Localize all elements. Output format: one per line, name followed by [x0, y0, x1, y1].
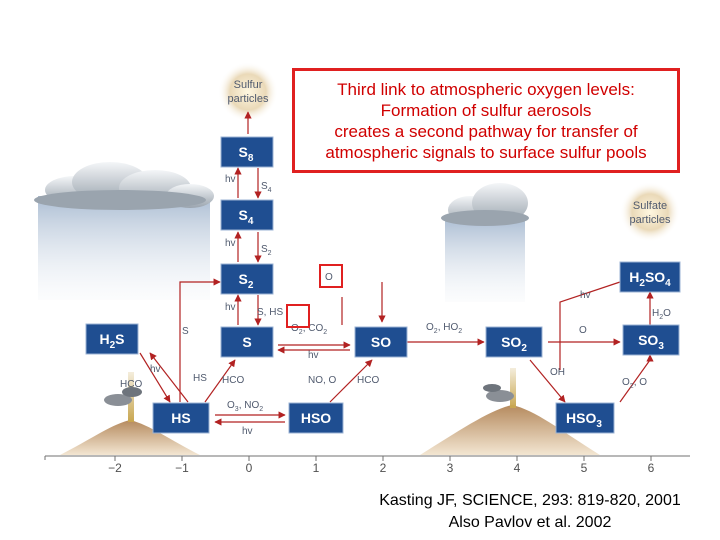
label-hs: HS	[193, 373, 207, 384]
label-o-box: O	[325, 272, 333, 283]
label-hv-6: hv	[308, 350, 319, 361]
label-h2o-rest: O	[663, 308, 671, 319]
so2-main: SO	[501, 334, 522, 350]
s2-sub: 2	[247, 280, 254, 291]
h2s-rest: S	[115, 331, 125, 347]
species-box-so3	[623, 325, 679, 355]
hso3-sub: 3	[596, 419, 602, 430]
so-main: SO	[370, 334, 392, 350]
label-ho2: , HO	[437, 322, 459, 333]
axis-tick-label: −2	[108, 461, 122, 475]
label-hv-4: hv	[150, 364, 161, 375]
sulfate-particles-line1: Sulfate	[632, 200, 668, 212]
label-hv-7: hv	[580, 290, 591, 301]
axis-tick-label: 3	[446, 461, 454, 475]
h2so4-sub: 2	[639, 278, 645, 289]
species-box-s8	[221, 137, 273, 167]
h2so4-rest: SO	[644, 269, 666, 285]
hso-main: HSO	[300, 410, 332, 426]
label-hv-5: hv	[242, 426, 253, 437]
species-box-so	[355, 327, 407, 357]
sulfur-particles-line2: particles	[227, 93, 269, 105]
axis-tick-label: 2	[379, 461, 387, 475]
svg-text:O2, O: $O_2$, O	[622, 377, 648, 390]
h2s-sub: 2	[109, 340, 116, 351]
label-s2: S	[261, 244, 268, 255]
svg-text:S2	[261, 244, 272, 257]
so3-main: SO	[638, 332, 659, 348]
label-hco: HCO	[222, 375, 245, 386]
species-box-hso	[289, 403, 343, 433]
label-hv-1: hv	[225, 174, 236, 185]
label-s-left: S	[182, 326, 189, 337]
citation	[340, 490, 720, 534]
citation-line-2: Also Pavlov et al. 2002	[448, 514, 612, 531]
svg-text:O3, NO2: $O_3$, $NO_2$	[227, 400, 264, 413]
svg-text:H2O: $H_2O$	[652, 308, 671, 321]
axis-tick-label: 1	[312, 461, 320, 475]
species-box-s2	[221, 264, 273, 294]
sulfate-particles-line2: particles	[629, 214, 671, 226]
title-line-1: Third link to atmospheric oxygen levels:	[337, 79, 635, 99]
label-no-o: NO, O	[308, 375, 337, 386]
title-line-4: atmospheric signals to surface sulfur pools	[325, 142, 647, 162]
label-s4: S	[261, 181, 268, 192]
species-box-h2so4	[620, 262, 680, 292]
left-cloud	[34, 162, 214, 300]
title-box	[292, 68, 680, 173]
s4-sub: 4	[247, 216, 254, 227]
h2so4-main: H	[629, 269, 640, 285]
title-line-2: Formation of sulfur aerosols	[380, 100, 592, 120]
label-o3: O	[227, 400, 235, 411]
so3-sub: 3	[658, 341, 664, 352]
species-box-h2s	[86, 324, 138, 354]
label-hco-left: HCO	[120, 379, 143, 390]
so2-sub: 2	[521, 343, 527, 354]
label-no2: , NO	[238, 400, 260, 411]
label-s4-sub: 4	[267, 187, 272, 194]
axis-tick-label: −1	[175, 461, 189, 475]
s4-main: S	[238, 207, 248, 223]
s8-main: S	[238, 144, 248, 160]
label-hv-3: hv	[225, 302, 236, 313]
species-box-s4	[221, 200, 273, 230]
label-o2: O	[291, 323, 299, 334]
s-main: S	[242, 334, 252, 350]
species-box-hso3	[556, 403, 614, 433]
species-box-hs	[153, 403, 209, 433]
sulfur-particles-line1: Sulfur	[233, 79, 263, 91]
sulfate-particles-glow	[620, 182, 680, 242]
label-s2-sub: 2	[267, 250, 272, 257]
label-co2: , CO	[302, 323, 324, 334]
hs-main: HS	[171, 410, 191, 426]
s8-sub: 8	[247, 153, 254, 164]
label-s-hs: S, HS	[257, 307, 284, 318]
s2-main: S	[238, 271, 248, 287]
hso3-main: HSO	[566, 410, 597, 426]
right-cloud	[441, 183, 529, 302]
citation-line-1: Kasting JF, SCIENCE, 293: 819-820, 2001	[379, 492, 681, 509]
svg-text:O2, HO2: $O_2$, $HO_2$	[426, 322, 463, 335]
species-box-so2	[486, 327, 542, 357]
label-o: O	[579, 325, 587, 336]
label-o2-ho2: O	[426, 322, 434, 333]
label-h2o: H	[652, 308, 660, 319]
label-o2-o-rest: , O	[633, 377, 648, 388]
h2s-main: H	[99, 331, 110, 347]
axis-tick-label: 6	[647, 461, 655, 475]
title-line-3: creates a second pathway for transfer of	[334, 121, 638, 141]
species-box-s	[221, 327, 273, 357]
label-o2-o: O	[622, 377, 630, 388]
svg-text:S4	[261, 181, 272, 194]
label-hco-mid: HCO	[357, 375, 380, 386]
svg-text:O2, CO2: $O_2$, $CO_2$	[291, 323, 328, 336]
axis-tick-label: 4	[513, 461, 521, 475]
label-oh: OH	[550, 367, 565, 378]
axis-tick-label: 0	[245, 461, 253, 475]
label-hv-2: hv	[225, 238, 236, 249]
axis-tick-label: 5	[580, 461, 588, 475]
x-axis	[45, 456, 690, 475]
h2so4-sub2: 4	[665, 278, 671, 289]
